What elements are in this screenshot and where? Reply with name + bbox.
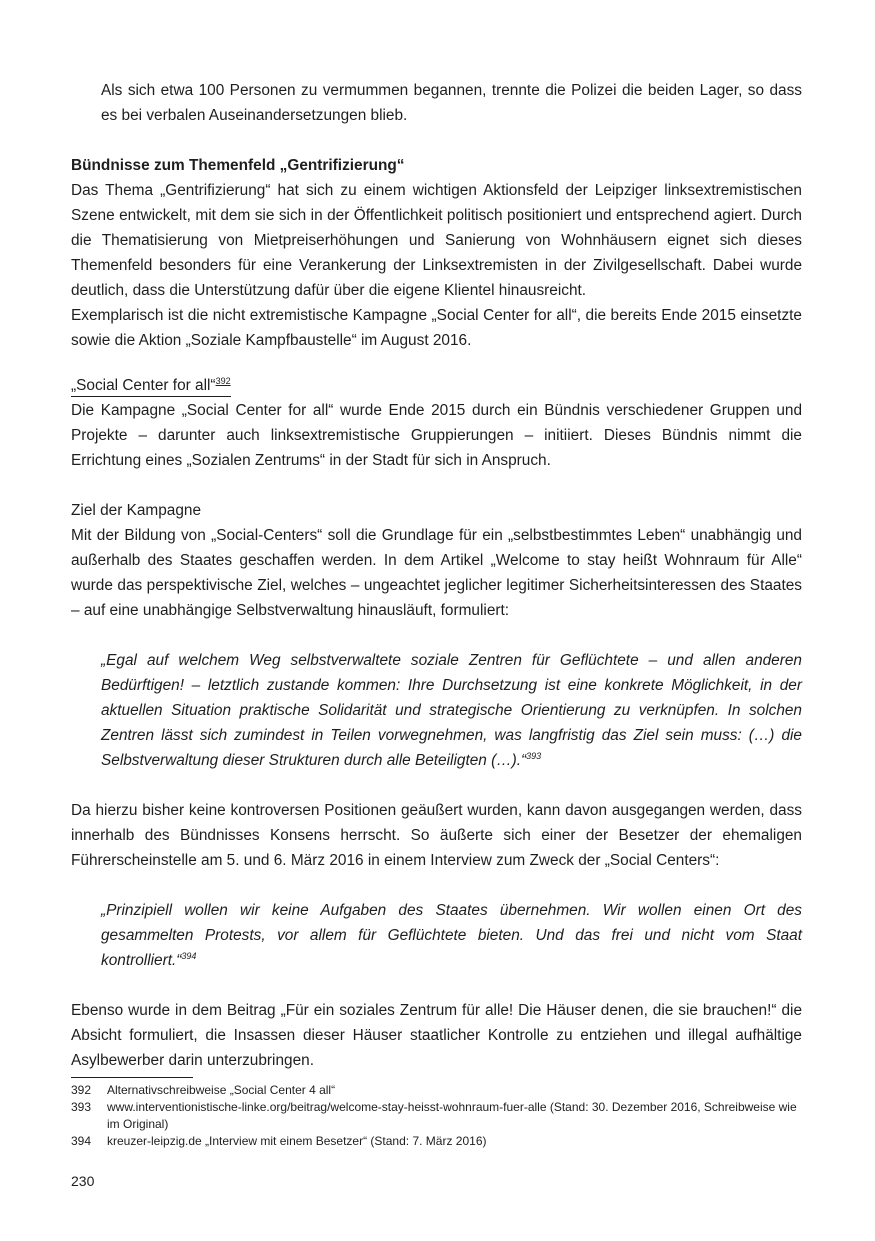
section-paragraph-2: Exemplarisch ist die nicht extremistische Kampagne „Social Center for all“, die bereits Ende 2015 einsetzte sowie die Aktion „Soziale Kampfbaustelle“ im August 2016. <box>71 307 802 349</box>
spacer <box>71 623 802 648</box>
intro-paragraph: Als sich etwa 100 Personen zu vermummen begannen, trennte die Polizei die beiden Lager, so dass es bei verbalen Auseinandersetzungen blieb. <box>101 82 802 124</box>
ziel-quote <box>71 648 802 773</box>
spacer <box>71 773 802 798</box>
ziel-paragraph: Mit der Bildung von „Social-Centers“ soll die Grundlage für ein „selbstbestimmtes Leben“ unabhängig und außerhalb des Staates geschaffen werden. In dem Artikel „Welcome to stay heißt Wohnraum für Alle“ wurde das perspektivische Ziel, welches – ungeachtet jeglicher legitimer Sicherheitsinteressen des Staates – auf eine unabhängige Selbstverwaltung hinausläuft, formuliert: <box>71 527 802 619</box>
footnote-text: Alternativschreibweise „Social Center 4 all“ <box>107 1083 336 1097</box>
footnote-392 <box>71 1082 802 1099</box>
social-center-paragraph: Die Kampagne „Social Center for all“ wurde Ende 2015 durch ein Bündnis verschiedener Gruppen und Projekte – darunter auch linksextremistische Gruppierungen – initiiert. Dieses Bündnis nimmt die Errichtung eines „Sozialen Zentrums“ in der Stadt für sich in Anspruch. <box>71 402 802 469</box>
footnote-divider <box>71 1077 193 1078</box>
spacer <box>71 128 802 153</box>
footnote-number: 393 <box>71 1100 92 1114</box>
ziel-quote-text: „Egal auf welchem Weg selbstverwaltete soziale Zentren für Geflüchtete – und allen anderen Bedürftigen! – letztlich zustande kommen: Ihre Durchsetzung ist eine konkrete Möglichkeit, in der aktuellen Situation praktische Solidarität und strategische Orientierung zu verknüpfen. In solchen Zentren lässt sich zumindest in Teilen vorwegnehmen, was langfristig das Ziel sein muss: (…) die Selbstverwaltung dieser Strukturen durch alle Beteiligten (…).“ <box>101 652 802 769</box>
social-center-heading <box>71 376 231 397</box>
footnote-393 <box>71 1099 802 1133</box>
konsens-quote <box>71 898 802 973</box>
social-center-heading-text: „Social Center for all“ <box>71 377 216 394</box>
footnote-ref-393[interactable]: 393 <box>526 751 542 761</box>
section-heading: Bündnisse zum Themenfeld „Gentrifizierung“ <box>71 157 405 174</box>
footnote-ref-392[interactable]: 392 <box>215 376 231 386</box>
section-paragraph-1: Das Thema „Gentrifizierung“ hat sich zu einem wichtigen Aktionsfeld der Leipziger linksextremistischen Szene entwickelt, mit dem sie sich in der Öffentlichkeit politisch positioniert und entsprechend agiert. Durch die Thematisierung von Mietpreiserhöhungen und Sanierung von Wohnhäusern eignet sich dieses Themenfeld besonders für eine Verankerung der Linksextremisten in der Zivilgesellschaft. Dabei wurde deutlich, dass die Unterstützung dafür über die eigene Klientel hinausreicht. <box>71 182 802 299</box>
ebenso-paragraph: Ebenso wurde in dem Beitrag „Für ein soziales Zentrum für alle! Die Häuser denen, die sie brauchen!“ die Absicht formuliert, die Insassen dieser Häuser staatlicher Kontrolle zu entziehen und illegal aufhältige Asylbewerber darin unterzubringen. <box>71 1002 802 1069</box>
footnote-number: 392 <box>71 1083 92 1097</box>
footnotes <box>71 1082 802 1150</box>
document-page <box>71 78 802 1073</box>
spacer <box>71 973 802 998</box>
footnote-394 <box>71 1133 802 1150</box>
spacer <box>71 353 802 373</box>
footnote-text[interactable]: www.interventionistische-linke.org/beitrag/welcome-stay-heisst-wohnraum-fuer-alle (Stand: 30. Dezember 2016, Schreibweise wie im Original) <box>107 1100 797 1131</box>
spacer <box>71 473 802 498</box>
spacer <box>71 873 802 898</box>
konsens-paragraph: Da hierzu bisher keine kontroversen Positionen geäußert wurden, kann davon ausgegangen werden, dass innerhalb des Bündnisses Konsens herrscht. So äußerte sich einer der Besetzer der ehemaligen Führerscheinstelle am 5. und 6. März 2016 in einem Interview zum Zweck der „Social Centers“: <box>71 802 802 869</box>
konsens-quote-text: „Prinzipiell wollen wir keine Aufgaben des Staates übernehmen. Wir wollen einen Ort des gesammelten Protests, vor allem für Geflüchtete bieten. Und das frei und nicht vom Staat kontrolliert.“ <box>101 902 802 969</box>
footnote-number: 394 <box>71 1134 92 1148</box>
social-center-heading-row <box>71 373 802 398</box>
footnote-ref-394[interactable]: 394 <box>181 951 197 961</box>
footnote-text: kreuzer-leipzig.de „Interview mit einem Besetzer“ (Stand: 7. März 2016) <box>107 1134 487 1148</box>
page-number: 230 <box>71 1173 95 1189</box>
ziel-heading: Ziel der Kampagne <box>71 502 202 519</box>
